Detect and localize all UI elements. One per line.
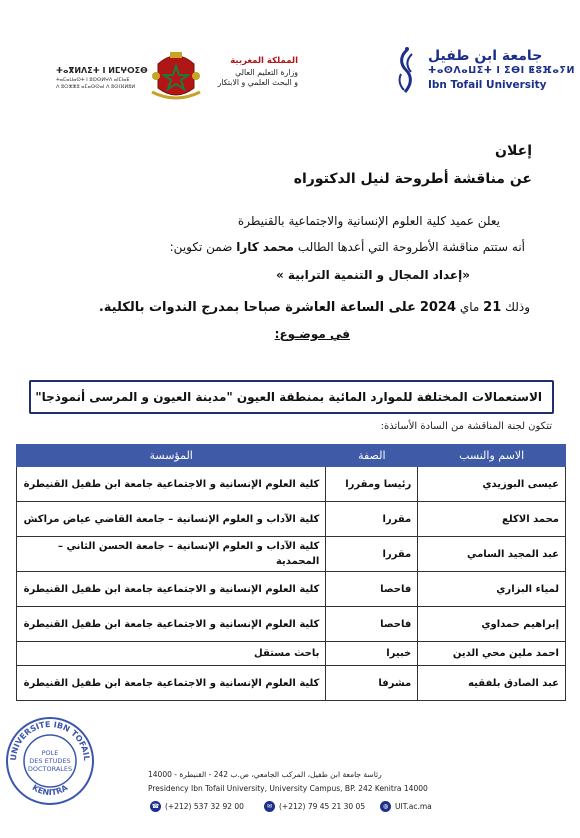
header-role: الصفة <box>326 445 418 467</box>
student-line <box>170 240 525 254</box>
table-row <box>17 642 566 666</box>
university-name-en: Ibn Tofail University <box>428 79 547 91</box>
dean-line: يعلن عميد كلية العلوم الإنسانية والاجتماعية بالقنيطرة <box>237 214 500 228</box>
phone-number: (+212) 537 32 92 00 <box>165 802 244 811</box>
member-role: فاحصا <box>326 572 418 607</box>
member-name: عبد المجيد السامي <box>418 537 566 572</box>
member-institution: كلية الآداب و العلوم الإنسانية – جامعة القاضي عياض مراكش <box>17 502 326 537</box>
footer-address-ar: رئاسة جامعة ابن طفيل، المركب الجامعي، ص.ب 242 - القنيطرة - 14000 <box>148 770 382 779</box>
stamp-city: KENITRA <box>30 782 70 798</box>
member-name: احمد ملين محي الدين <box>418 642 566 666</box>
ministry-name-tifinagh <box>56 66 148 90</box>
phone-icon: ☎ <box>151 803 160 810</box>
table-row <box>17 666 566 701</box>
member-role: مشرفا <box>326 666 418 701</box>
topic-label: في موضـوع: <box>274 327 350 341</box>
announcement-title: إعلان <box>495 143 532 159</box>
stamp-center-3: DOCTORALES <box>27 765 73 773</box>
university-emblem-icon <box>392 46 422 96</box>
announcement-subtitle: عن مناقشة أطروحة لنيل الدكتوراه <box>293 171 532 187</box>
footer-fax <box>264 801 365 812</box>
fax-number: (+212) 79 45 21 30 05 <box>279 802 366 811</box>
topic-box <box>29 380 554 414</box>
member-name: محمد الاكلع <box>418 502 566 537</box>
kingdom-crest-icon <box>150 48 202 102</box>
header-institution: المؤسسة <box>17 445 326 467</box>
stamp-center-2: DES ETUDES <box>29 757 71 765</box>
globe-icon: ◍ <box>380 801 391 812</box>
ministry-tifinagh-1: ⵜⴰⴳⵍⴷⵉⵜ ⵏ ⵍⵎⵖⵔⵉⴱ <box>56 66 148 75</box>
member-institution: كلية العلوم الإنسانية و الاجتماعية جامعة ابن طفيل القنيطرة <box>17 572 326 607</box>
table-row <box>17 467 566 502</box>
table-row <box>17 537 566 572</box>
university-name-tifinagh: ⵜⴰⵙⴷⴰⵡⵉⵜ ⵏ ⵉⴱⵏ ⵟⵓⴼⴰⵢⵍ <box>428 65 575 76</box>
member-name: لمياء البزاري <box>418 572 566 607</box>
date-prefix: وذلك <box>505 300 530 314</box>
member-role: فاحصا <box>326 607 418 642</box>
member-role: مقررا <box>326 537 418 572</box>
footer-website[interactable] <box>380 801 432 812</box>
table-row <box>17 572 566 607</box>
ministry-line-2: وزارة التعليم العالي <box>235 68 298 77</box>
stamp-center-1: POLE <box>41 749 59 757</box>
fax-icon: ✉ <box>264 801 275 812</box>
member-role: رئيسا ومقررا <box>326 467 418 502</box>
kingdom-name: المملكة المغربية <box>230 56 298 66</box>
member-name: عبد الصادق بلفقيه <box>418 666 566 701</box>
table-row <box>17 607 566 642</box>
table-row <box>17 502 566 537</box>
stamp-ring-text: UNIVERSITE IBN TOFAIL <box>8 719 92 762</box>
member-role: خبيرا <box>326 642 418 666</box>
topic-text: الاستعمالات المختلفة للموارد المائية بمنطقة العيون "مدينة العيون و المرسى أنموذجا" <box>35 390 542 404</box>
footer-address-en: Presidency Ibn Tofail University, University Campus, BP. 242 Kenitra 14000 <box>148 784 428 793</box>
date-day: 21 <box>483 300 502 315</box>
member-institution: باحث مستقل <box>17 642 326 666</box>
student-line-prefix: أنه ستتم مناقشة الأطروحة التي أعدها الطالب <box>297 240 525 254</box>
member-name: إبراهيم حمداوي <box>418 607 566 642</box>
university-name-ar: جامعة ابن طفيل <box>428 48 543 64</box>
date-year: 2024 <box>419 300 457 315</box>
doctoral-pole-stamp <box>4 715 96 807</box>
ministry-line-3: و البحث العلمي و الابتكار <box>217 78 298 87</box>
table-header-row <box>17 445 566 467</box>
svg-text:KENITRA <box>31 783 70 798</box>
member-role: مقررا <box>326 502 418 537</box>
committee-intro: تتكون لجنة المناقشة من السادة الأساتذة: <box>380 421 552 432</box>
date-suffix: على الساعة العاشرة صباحا بمدرج الندوات بالكلية. <box>98 300 416 315</box>
date-line <box>99 300 530 315</box>
student-line-suffix: ضمن تكوين: <box>169 240 233 254</box>
website-link[interactable]: UIT.ac.ma <box>395 802 432 811</box>
university-logo <box>392 46 575 96</box>
ministry-name-ar <box>212 56 298 87</box>
program-name: «إعداد المجال و التنمية الترابية » <box>275 268 470 282</box>
jury-table <box>16 444 566 701</box>
student-name: محمد كارا <box>236 240 294 254</box>
member-institution: كلية العلوم الإنسانية و الاجتماعية جامعة ابن طفيل القنيطرة <box>17 607 326 642</box>
ministry-tifinagh-3: ⴷ ⵓⵔⵣⵣⵓ ⴰⵎⴰⵙⵙⴰⵏ ⴷ ⵓⵙⵏⴼⵍⵓⵍ <box>56 84 136 90</box>
member-institution: كلية العلوم الإنسانية و الاجتماعية جامعة ابن طفيل القنيطرة <box>17 467 326 502</box>
header-name: الاسم والنسب <box>418 445 566 467</box>
date-month: ماي <box>459 300 480 314</box>
member-institution: كلية العلوم الإنسانية و الاجتماعية جامعة ابن طفيل القنيطرة <box>17 666 326 701</box>
footer-phone <box>150 801 244 812</box>
member-name: عيسى البوزيدي <box>418 467 566 502</box>
ministry-tifinagh-2: ⵜⴰⵎⴰⵡⴰⵙⵜ ⵏ ⵓⵙⵙⵍⵖⴷ ⴰⵏⵎⵏⴰⴹ <box>56 77 130 83</box>
member-institution: كلية الآداب و العلوم الإنسانية – جامعة الحسن الثاني – المحمدية <box>17 537 326 572</box>
